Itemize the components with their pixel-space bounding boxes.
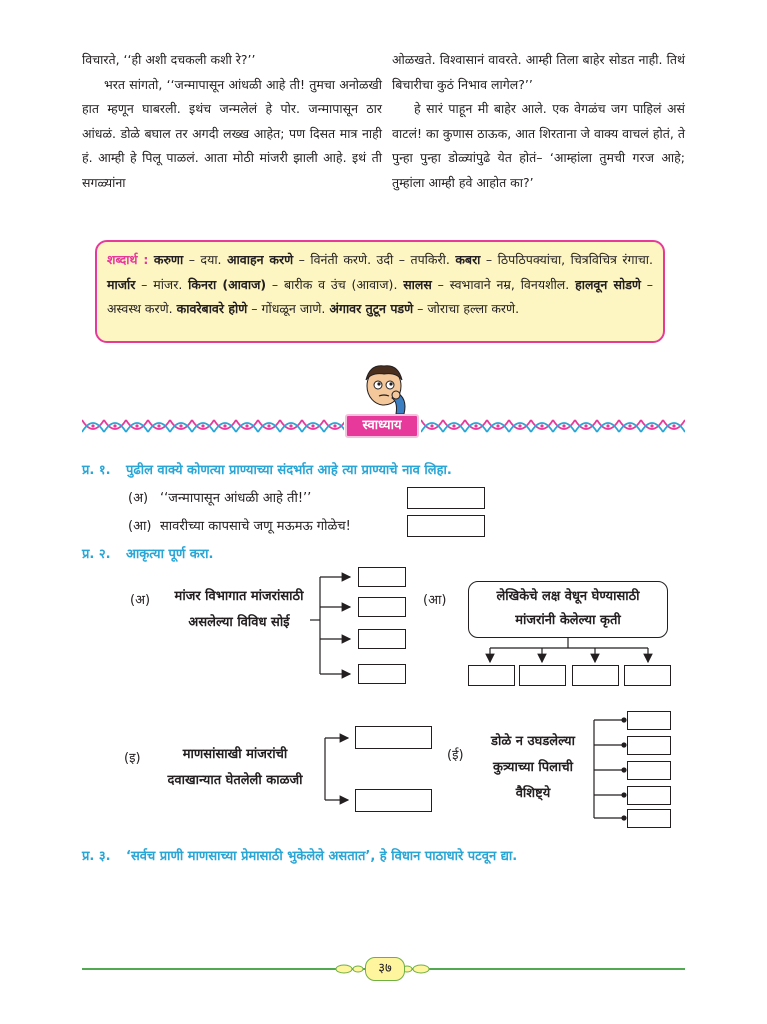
node-line: मांजरांनी केलेल्या कृती <box>515 613 621 628</box>
diagram-label-i: (इ) <box>124 751 141 766</box>
answer-box[interactable] <box>519 665 566 686</box>
answer-box[interactable] <box>355 789 432 812</box>
item-label: (आ) <box>128 519 152 534</box>
question-text: ‘सर्वच प्राणी माणसाच्या प्रेमासाठी भुकेलेले असतात’, हे विधान पाठाधारे पटवून द्या. <box>126 849 518 864</box>
diagram-node-ii-line1: डोळे न उघडलेल्या <box>491 734 575 749</box>
glossary-word: हालवून सोडणे <box>575 276 641 292</box>
answer-box[interactable] <box>358 567 406 587</box>
diagram-node-i-line2: दवाखान्यात घेतलेली काळजी <box>167 773 303 788</box>
item-label: (अ) <box>128 491 149 506</box>
answer-box[interactable] <box>358 629 406 649</box>
diagram-node-ii-line3: वैशिष्ट्ये <box>515 786 551 801</box>
page-number: ३७ <box>365 957 405 981</box>
diagram-node-a-line2: असलेल्या विविध सोई <box>188 615 290 630</box>
item-text: ‘‘जन्मापासून आंधळी आहे ती!’’ <box>160 491 312 506</box>
glossary-meaning: – गोंधळून जाणे. <box>251 301 326 316</box>
diagram-node-a-line1: मांजर विभागात मांजरांसाठी <box>174 589 304 604</box>
question-number: प्र. ३. <box>82 849 111 864</box>
glossary-word: किनरा (आवाज) <box>188 276 267 292</box>
node-line: लेखिकेचे लक्ष वेधून घेण्यासाठी <box>496 589 640 604</box>
question-number: प्र. १. <box>82 463 111 478</box>
answer-box[interactable] <box>624 665 671 686</box>
glossary-word: कावरेबावरे होणे <box>176 301 248 316</box>
question-text: पुढील वाक्ये कोणत्या प्राण्याच्या संदर्भात आहे त्या प्राण्याचे नाव लिहा. <box>126 463 452 478</box>
answer-box[interactable] <box>627 786 671 805</box>
diagram-label-ii: (ई) <box>447 748 464 763</box>
glossary-meaning: – दया. <box>188 252 222 267</box>
glossary-word: करुणा <box>153 252 184 267</box>
answer-box[interactable] <box>572 665 619 686</box>
glossary-meaning: – विनंती करणे. <box>298 252 372 267</box>
story-paragraph: ओळखते. विश्वासानं वावरते. आम्ही तिला बाहेर सोडत नाही. तिथं बिचारीचा कुठं निभाव लागेल?’’ <box>392 52 685 92</box>
item-text: सावरीच्या कापसाचे जणू मऊमऊ गोळेच! <box>160 519 351 534</box>
diagram-label-aa: (आ) <box>423 593 447 608</box>
answer-box[interactable] <box>627 736 671 755</box>
answer-box[interactable] <box>468 665 515 686</box>
story-paragraph: भरत सांगतो, ‘‘जन्मापासून आंधळी आहे ती! तुमचा अनोळखी हात म्हणून घाबरली. इथंच जन्मलेलं हे पोर. जन्मापासून ठार आंधळं. डोळे बघाल तर अगदी लख्ख आहेत; पण दिसत मात्र नाही हं. आम्ही हे पिलू पाळलं. आता मोठी मांजरी झाली आहे. इथं ती सगळ्यांना <box>82 76 382 190</box>
section-badge: स्वाध्याय <box>345 414 419 438</box>
answer-box[interactable] <box>627 761 671 780</box>
glossary-word: कबरा <box>455 252 481 267</box>
diagram-node-aa <box>468 581 668 638</box>
answer-box[interactable] <box>355 726 432 749</box>
glossary-word: सालस <box>403 276 432 292</box>
glossary-meaning: – जोराचा हल्ला करणे. <box>417 301 520 316</box>
question-3 <box>82 846 517 864</box>
question-text: आकृत्या पूर्ण करा. <box>126 547 214 562</box>
glossary-word: अंगावर तुटून पडणे <box>329 301 414 316</box>
glossary-meaning: – ठिपठिपक्यांचा, चित्रविचित्र रंगाचा. <box>485 252 653 267</box>
diagram-node-ii-line2: कुत्र्याच्या पिलाची <box>493 760 573 775</box>
glossary-heading: शब्दार्थ : <box>107 252 149 267</box>
diagram-node-i-line1: माणसांसाखी मांजरांची <box>182 747 288 762</box>
glossary-word: मार्जार <box>107 276 136 292</box>
story-paragraph: हे सारं पाहून मी बाहेर आले. एक वेगळंच जग पाहिलं असं वाटलं! का कुणास ठाऊक, आत शिरताना जे वाक्य वाचलं होतं, ते पुन्हा पुन्हा डोळ्यांपुढे येत होतं– ‘आम्हांला तुमची गरज आहे; तुम्हांला आम्ही हवे आहोत का?’ <box>392 101 685 190</box>
answer-box[interactable] <box>358 664 406 684</box>
glossary-meaning: – स्वभावाने नम्र, विनयशील. <box>437 276 570 292</box>
question-number: प्र. २. <box>82 547 111 562</box>
glossary-word: आवाहन करणे <box>227 252 294 267</box>
diagram-label-a: (अ) <box>130 593 151 608</box>
glossary-meaning: उदी – तपकिरी. <box>376 252 450 267</box>
glossary-meaning: – अस्वस्थ करणे. <box>107 276 653 316</box>
answer-box[interactable] <box>627 809 671 828</box>
answer-box[interactable] <box>358 597 406 617</box>
glossary-meaning: – मांजर. <box>141 276 183 292</box>
answer-box[interactable] <box>627 711 671 730</box>
glossary-meaning: – बारीक व उंच (आवाज). <box>271 276 398 292</box>
story-paragraph: विचारते, ‘‘ही अशी दचकली कशी रे?’’ <box>82 52 256 67</box>
